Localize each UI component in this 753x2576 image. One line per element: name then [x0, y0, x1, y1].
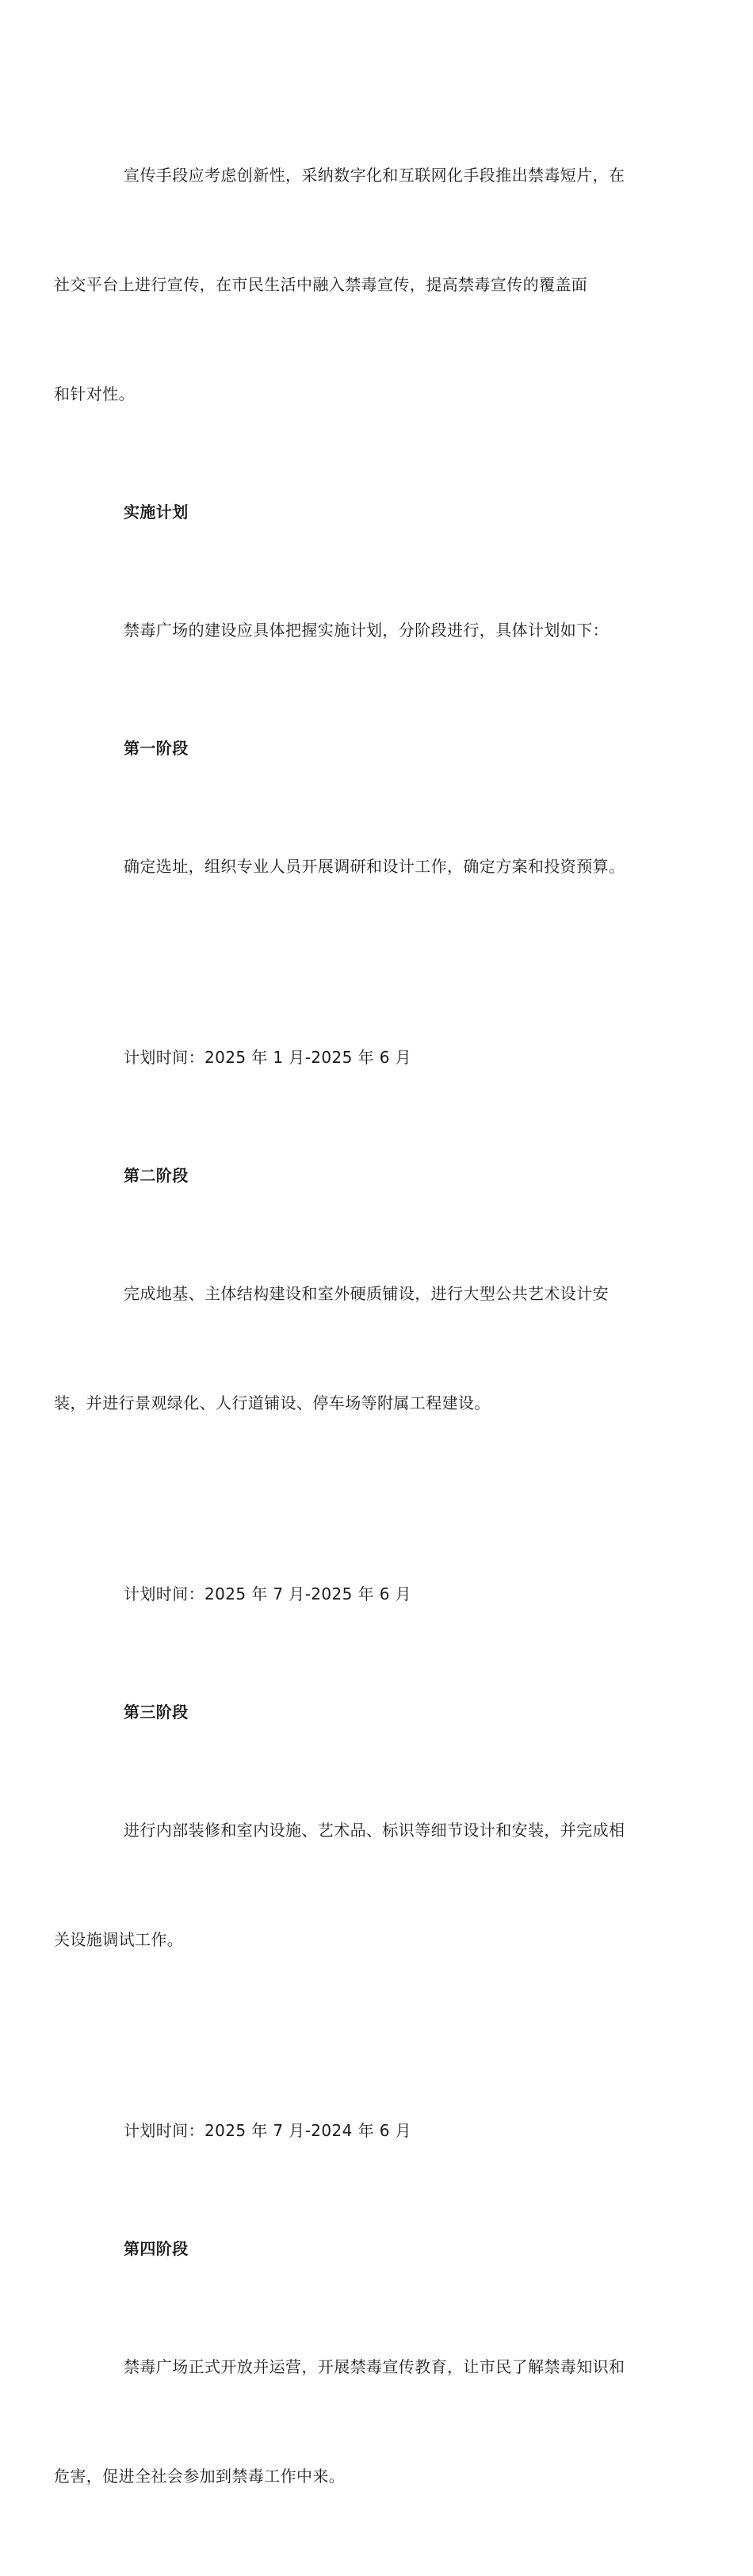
text-line: 计划时间：2025 年 1 月-2025 年 6 月 [124, 1048, 412, 1067]
paragraph-phase-2-description [54, 1202, 661, 1494]
paragraph-publicity-methods [54, 84, 661, 485]
paragraph-phase-4-description [54, 2276, 661, 2567]
paragraph-phase-1-description [89, 775, 661, 957]
text-line: 确定选址，组织专业人员开展调研和设计工作，确定方案和投资预算。 [124, 857, 625, 876]
paragraph-plan-intro [89, 539, 661, 721]
section-heading-implementation-plan: 实施计划 [124, 503, 189, 522]
paragraph-phase-3-schedule [89, 2039, 661, 2222]
document-page [54, 84, 661, 2576]
text-line: 装，并进行景观绿化、人行道铺设、停车场等附属工程建设。 [54, 1393, 491, 1412]
paragraph-phase-1-schedule [89, 966, 661, 1148]
text-line: 宣传手段应考虑创新性，采纳数字化和互联网化手段推出禁毒短片，在 [124, 166, 625, 185]
text-line: 禁毒广场的建设应具体把握实施计划，分阶段进行，具体计划如下： [124, 621, 609, 640]
text-line: 进行内部装修和室内设施、艺术品、标识等细节设计和安装，并完成相 [124, 1821, 625, 1840]
text-line: 计划时间：2025 年 7 月-2024 年 6 月 [124, 2121, 412, 2140]
phase-heading-2: 第二阶段 [124, 1166, 189, 1185]
phase-heading-1: 第一阶段 [124, 739, 189, 758]
phase-heading-4: 第四阶段 [124, 2239, 189, 2258]
paragraph-phase-3-description [54, 1739, 661, 2031]
phase-heading-3: 第三阶段 [124, 1703, 189, 1722]
text-line: 计划时间：2025 年 7 月-2025 年 6 月 [124, 1584, 412, 1603]
text-line: 和针对性。 [54, 384, 135, 403]
paragraph-phase-2-schedule [89, 1503, 661, 1685]
text-line: 禁毒广场正式开放并运营，开展禁毒宣传教育，让市民了解禁毒知识和 [124, 2357, 625, 2376]
text-line: 关设施调试工作。 [54, 1930, 184, 1949]
text-line: 危害，促进全社会参加到禁毒工作中来。 [54, 2467, 346, 2486]
text-line: 完成地基、主体结构建设和室外硬质铺设，进行大型公共艺术设计安 [124, 1284, 609, 1303]
text-line: 社交平台上进行宣传，在市民生活中融入禁毒宣传，提高禁毒宣传的覆盖面 [54, 275, 588, 294]
